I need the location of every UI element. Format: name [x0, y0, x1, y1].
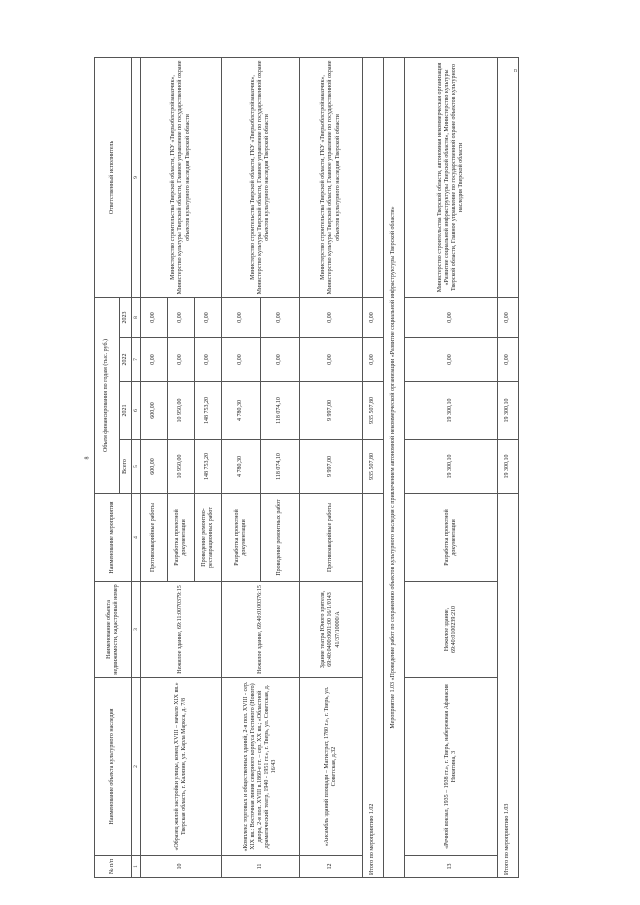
total-value: 148 753,20: [195, 440, 222, 494]
corner-mark: n: [514, 68, 517, 74]
executor: Министерство строительства Тверской области, автономная некоммерческая организация «Развитие социальной инфраструктуры Тверской области», Министерство культуры Тверской области, Главное управление по государственной охране объектов культурного наследия Тверской области: [405, 57, 498, 297]
header-2021: 2021: [120, 382, 132, 440]
header-row: [95, 57, 120, 877]
page-number: 8: [84, 456, 91, 460]
value-2021: 148 753,20: [195, 382, 222, 440]
header-financing: Объем финансирования по годам (тыс. руб.): [95, 297, 120, 493]
financing-table: [94, 57, 519, 878]
value-2022: 0,00: [195, 338, 222, 382]
col-number: 8: [132, 297, 141, 337]
table-row: [141, 57, 168, 877]
value-2023: 0,00: [222, 297, 261, 337]
header-executor: Ответственный исполнитель: [95, 57, 132, 297]
property-name: Нежилое здание, 69:40:0100239:210: [405, 582, 498, 678]
value-2021: 19 300,10: [498, 382, 519, 440]
value-2022: 0,00: [168, 338, 195, 382]
executor: Министерство строительства Тверской области, ГКУ «Тверьоблстройзаказчик», Министерство культуры Тверской области, Главное управление по государственной охране объектов культурного наследия Тверской области: [141, 57, 222, 297]
value-2023: 0,00: [300, 297, 363, 337]
value-2023: 0,00: [405, 297, 498, 337]
total-row: [363, 57, 384, 877]
col-number: 6: [132, 382, 141, 440]
event-title: Мероприятие 1.03 «Проведение работ по сохранению объектов культурного наследия с привлечением автономной некоммерческой организации «Развитие социальной инфраструктуры Тверской области»: [384, 57, 405, 877]
table-row: [222, 57, 261, 877]
value-2021: 118 074,10: [261, 382, 300, 440]
executor: Министерство строительства Тверской области, ГКУ «Тверьоблстройзаказчик», Министерство культуры Тверской области, Главное управление по государственной охране объектов культурного наследия Тверской области: [222, 57, 300, 297]
heritage-name: «Комплекс торговых и общественных зданий, 2-я пол. XVIII - сер. XIX вв.: Восточная линия северного корпуса Гостиного (Нового) двора, 2-я пол. XVIII в.1860-е гг. – сер. XX вв.; «Областной драматический театр, 1940 - 1951 гг.», г. Тверь, ул. Советская, д. 16/43: [222, 678, 300, 856]
value-2023: 0,00: [168, 297, 195, 337]
event-name: Проведение ремонтных работ: [261, 494, 300, 582]
value-2021: 4 780,30: [222, 382, 261, 440]
heritage-name: «Образец жилой застройки улицы, конец XVIII – начало XIX вв.» Тверская область, г. Калязин, ул. Карла Маркса, д. 7/8: [141, 678, 222, 856]
value-2023: 0,00: [261, 297, 300, 337]
col-number: 2: [132, 678, 141, 856]
row-num: 13: [405, 856, 498, 878]
header-name: Наименование объекта культурного наследия: [95, 678, 132, 856]
total-row: [498, 57, 519, 877]
heritage-name: «Ансамбль зданий площади – Магистрат, 1780 г.», г. Тверь, ул. Советская, д.32: [300, 678, 363, 856]
header-2022: 2022: [120, 338, 132, 382]
col-number: 1: [132, 856, 141, 878]
value-2021: 9 997,00: [300, 382, 363, 440]
total-value: 9 997,00: [300, 440, 363, 494]
value-2023: 0,00: [141, 297, 168, 337]
row-num: 10: [141, 856, 222, 878]
event-name: Проведение ремонтно-реставрационных работ: [195, 494, 222, 582]
event-name: Разработка проектной документации: [168, 494, 195, 582]
total-value: 19 300,10: [498, 440, 519, 494]
total-value: 118 074,10: [261, 440, 300, 494]
header-total: Всего: [120, 440, 132, 494]
value-2022: 0,00: [405, 338, 498, 382]
value-2023: 0,00: [498, 297, 519, 337]
value-2021: 10 950,00: [168, 382, 195, 440]
value-2023: 0,00: [363, 297, 384, 337]
total-value: 600,00: [141, 440, 168, 494]
event-name: Разработка проектной документации: [405, 494, 498, 582]
col-number: 4: [132, 494, 141, 582]
value-2022: 0,00: [498, 338, 519, 382]
heritage-name: «Речной вокзал, 1935 – 1938 гг.», г. Тверь, набережная Афанасия Никитина, 3: [405, 678, 498, 856]
total-label: Итого по мероприятию 1.03: [498, 494, 519, 878]
value-2022: 0,00: [222, 338, 261, 382]
header-property: Наименование объекта недвижимости, кадастровый номер: [95, 582, 132, 678]
row-num: 11: [222, 856, 300, 878]
total-label: Итого по мероприятию 1.02: [363, 494, 384, 878]
col-number: 5: [132, 440, 141, 494]
value-2022: 0,00: [363, 338, 384, 382]
total-value: 4 780,30: [222, 440, 261, 494]
property-name: Нежилое здание, 69:11:0070379:15: [141, 582, 222, 678]
value-2023: 0,00: [195, 297, 222, 337]
total-value: 935 507,80: [363, 440, 384, 494]
total-value: 19 300,10: [405, 440, 498, 494]
empty-cell: [498, 57, 519, 297]
value-2021: 19 300,10: [405, 382, 498, 440]
table-row: [300, 57, 363, 877]
value-2022: 0,00: [300, 338, 363, 382]
header-num: № п/п: [95, 856, 132, 878]
event-title-row: [384, 57, 405, 877]
value-2021: 600,00: [141, 382, 168, 440]
value-2021: 935 507,80: [363, 382, 384, 440]
rotated-page: [94, 58, 511, 878]
col-number: 3: [132, 582, 141, 678]
header-event: Наименование мероприятия: [95, 494, 132, 582]
row-num: 12: [300, 856, 363, 878]
col-number: 7: [132, 338, 141, 382]
header-2023: 2023: [120, 297, 132, 337]
empty-cell: [363, 57, 384, 297]
property-name: Здание театра Юного зрителя, 69:40:0400:0601:00 16/1/0143 41/37/10000/А: [300, 582, 363, 678]
property-name: Нежилое здание, 69:40:0100376:15: [222, 582, 300, 678]
event-name: Противоаварийные работы: [300, 494, 363, 582]
total-value: 10 950,00: [168, 440, 195, 494]
value-2022: 0,00: [141, 338, 168, 382]
executor: Министерство строительства Тверской области, ГКУ «Тверьоблстройзаказчик», Министерство культуры Тверской области, Главное управление по государственной охране объектов культурного наследия Тверской области: [300, 57, 363, 297]
event-name: Противоаварийные работы: [141, 494, 168, 582]
value-2022: 0,00: [261, 338, 300, 382]
table-row: [405, 57, 498, 877]
col-number: 9: [132, 57, 141, 297]
table-stage: [94, 58, 511, 878]
column-number-row: [132, 57, 141, 877]
event-name: Разработка проектной документации: [222, 494, 261, 582]
